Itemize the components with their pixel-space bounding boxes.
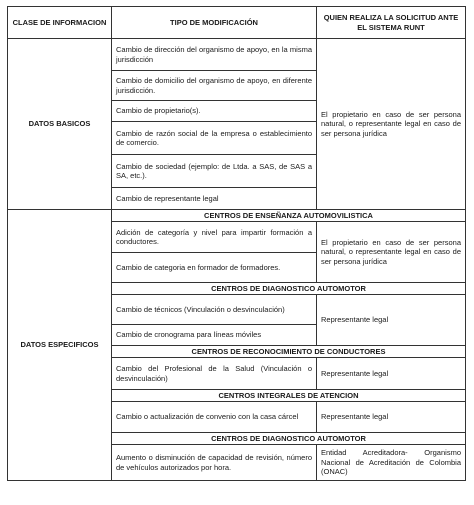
- class-datos-basicos: DATOS BASICOS: [8, 39, 112, 210]
- modification-cell: Cambio de representante legal: [112, 188, 317, 210]
- modification-cell: Cambio de razón social de la empresa o establecimiento de comercio.: [112, 122, 317, 155]
- section-title: CENTROS INTEGRALES DE ATENCION: [112, 390, 466, 402]
- modification-cell: Cambio de técnicos (Vinculación o desvinculación): [112, 295, 317, 325]
- modification-cell: Cambio de categoria en formador de formadores.: [112, 253, 317, 283]
- header-class: CLASE DE INFORMACION: [8, 7, 112, 39]
- requester-cell: El propietario en caso de ser persona natural, o representante legal en caso de ser persona jurídica: [317, 222, 466, 283]
- class-datos-especificos: DATOS ESPECIFICOS: [8, 210, 112, 481]
- header-row: [8, 7, 466, 39]
- modification-cell: Cambio de propietario(s).: [112, 101, 317, 122]
- section-title: CENTROS DE DIAGNOSTICO AUTOMOTOR: [112, 283, 466, 295]
- modification-cell: Cambio de sociedad (ejemplo: de Ltda. a SAS, de SAS a SA, etc.).: [112, 155, 317, 188]
- modification-cell: Aumento o disminución de capacidad de revisión, número de vehículos autorizados por hora.: [112, 445, 317, 481]
- requester-cell: El propietario en caso de ser persona natural, o representante legal en caso de ser persona jurídica: [317, 39, 466, 210]
- modification-cell: Cambio del Profesional de la Salud (Vinculación o desvinculación): [112, 358, 317, 390]
- modification-cell: Adición de categoría y nivel para impartir formación a conductores.: [112, 222, 317, 253]
- requester-cell: Representante legal: [317, 402, 466, 433]
- section-title: CENTROS DE DIAGNOSTICO AUTOMOTOR: [112, 433, 466, 445]
- table-row: [8, 39, 466, 71]
- requester-cell: Entidad Acreditadora- Organismo Nacional de Acreditación de Colombia (ONAC): [317, 445, 466, 481]
- requester-cell: Representante legal: [317, 358, 466, 390]
- modification-cell: Cambio de dirección del organismo de apoyo, en la misma jurisdicción: [112, 39, 317, 71]
- modification-cell: Cambio de domicilio del organismo de apoyo, en diferente jurisdicción.: [112, 71, 317, 101]
- header-modification-type: TIPO DE MODIFICACIÓN: [112, 7, 317, 39]
- section-title: CENTROS DE RECONOCIMIENTO DE CONDUCTORES: [112, 346, 466, 358]
- header-requester: QUIEN REALIZA LA SOLICITUD ANTE EL SISTEMA RUNT: [317, 7, 466, 39]
- modification-cell: Cambio de cronograma para líneas móviles: [112, 325, 317, 346]
- requester-cell: Representante legal: [317, 295, 466, 346]
- section-title: CENTROS DE ENSEÑANZA AUTOMOVILISTICA: [112, 210, 466, 222]
- modification-cell: Cambio o actualización de convenio con la casa cárcel: [112, 402, 317, 433]
- section-header-row: [8, 210, 466, 222]
- modification-table: [7, 6, 466, 481]
